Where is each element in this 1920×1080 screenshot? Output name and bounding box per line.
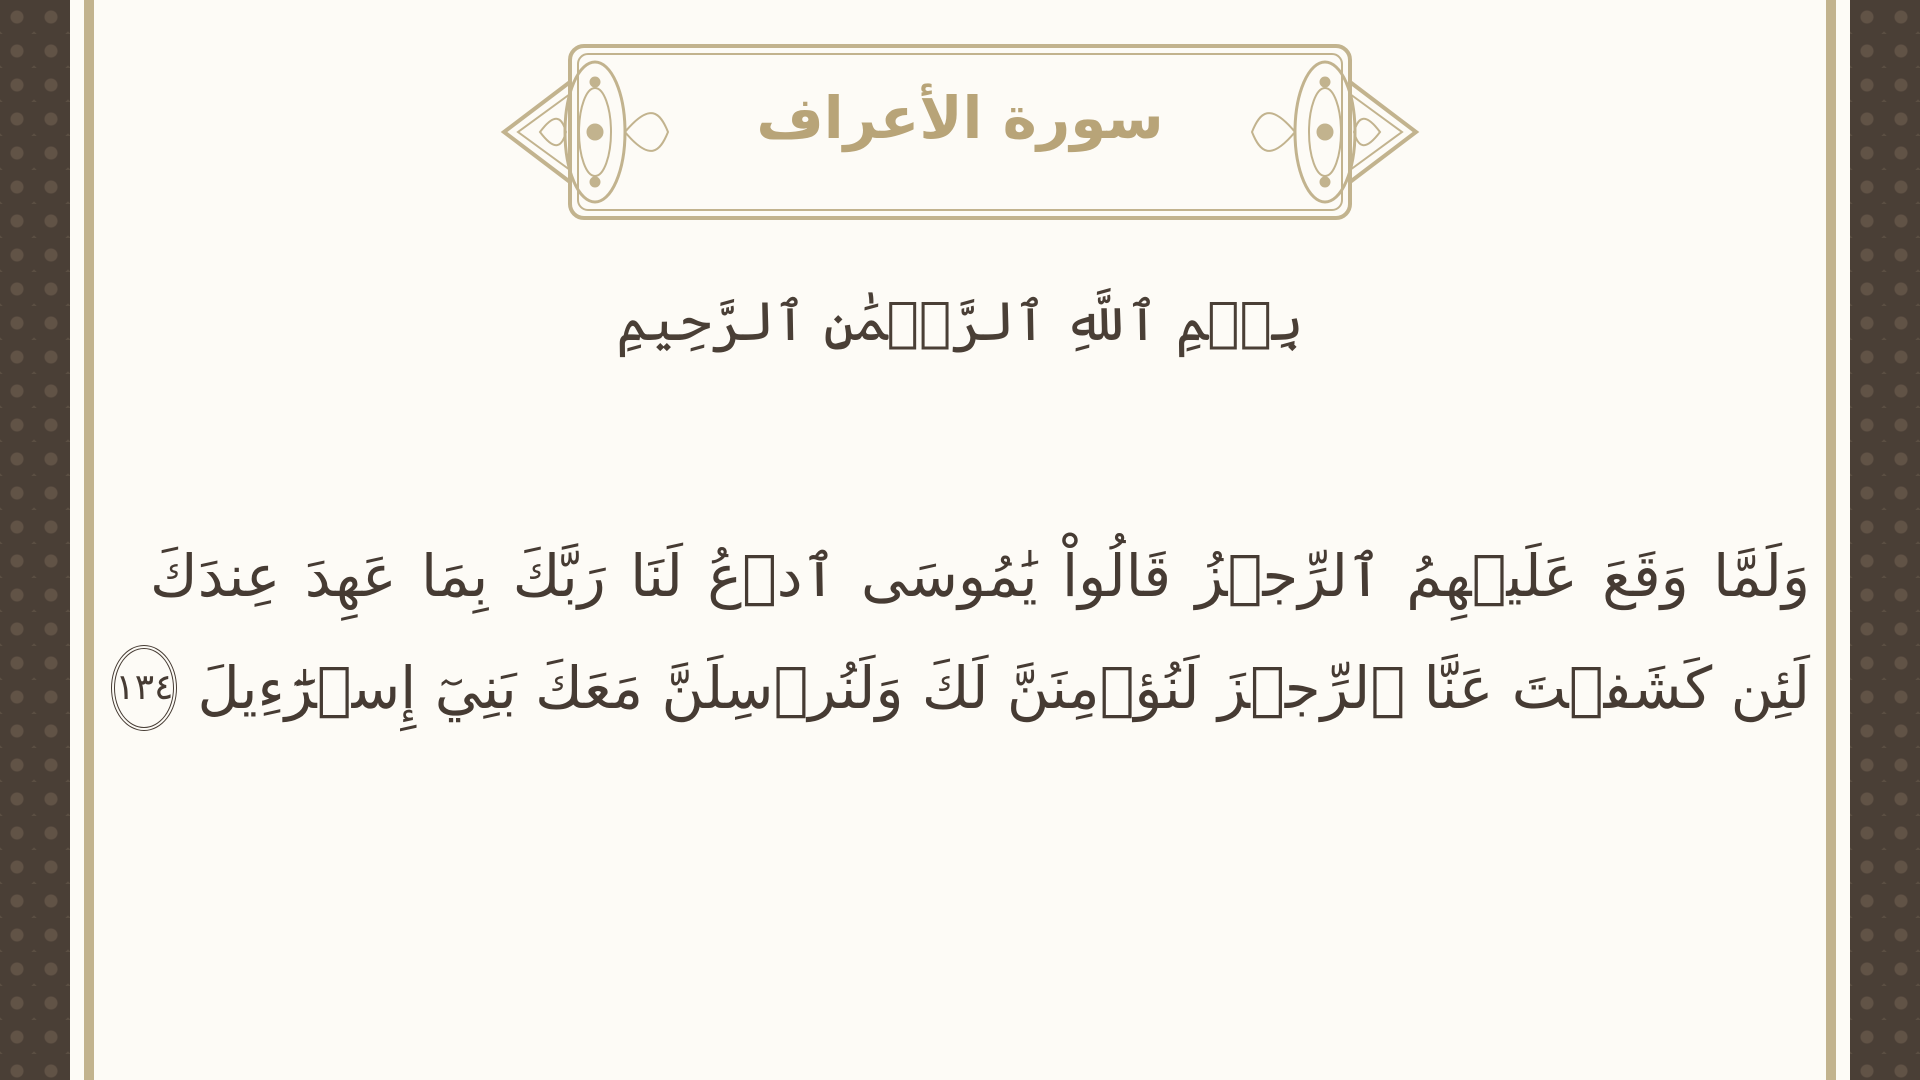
left-gold-rule — [84, 0, 94, 1080]
ayah-number-marker: ١٣٤ — [111, 645, 177, 731]
right-ornamental-border — [1850, 0, 1920, 1080]
surah-title: سورة الأعراف — [756, 84, 1164, 152]
basmala: بِسۡمِ ٱللَّهِ ٱلرَّحۡمَٰنِ ٱلرَّحِيمِ — [616, 290, 1304, 353]
left-border-gap — [70, 0, 84, 1080]
verse-line-1: وَلَمَّا وَقَعَ عَلَيۡهِمُ ٱلرِّجۡزُ قَالُواْ يَٰمُوسَى ٱدۡعُ لَنَا رَبَّكَ بِمَا عَهِدَ عِندَكَ — [150, 542, 1810, 610]
verse-line-2: لَئِن كَشَفۡتَ عَنَّا ٱلرِّجۡزَ لَنُؤۡمِنَنَّ لَكَ وَلَنُرۡسِلَنَّ مَعَكَ بَنِيٓ إِسۡرَٰٓءِيلَ — [197, 654, 1810, 722]
verse-line-2-row — [115, 632, 1810, 744]
left-ornamental-border — [0, 0, 70, 1080]
right-gold-rule — [1826, 0, 1836, 1080]
verse-text — [115, 520, 1810, 744]
surah-title-cartouche — [500, 42, 1420, 227]
